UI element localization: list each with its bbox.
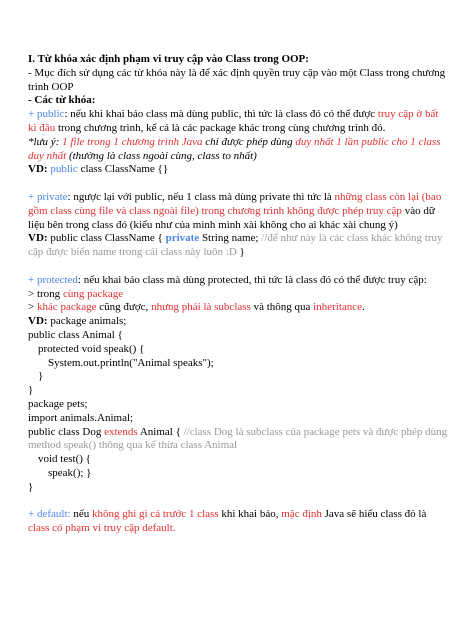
- default-text-3: Java sẽ hiểu class đó là: [321, 508, 427, 521]
- default-highlight-1: không ghi gì cả trước 1 class: [91, 508, 219, 521]
- rule-highlight: cùng package: [62, 287, 124, 300]
- note-highlight-2: duy nhất 1 lần public cho 1 class duy nhất: [28, 135, 441, 162]
- note-prefix: *lưu ý:: [28, 135, 63, 148]
- code-line: }: [28, 384, 34, 397]
- plus-marker: +: [28, 190, 37, 203]
- note-highlight-1: 1 file trong 1 chương trình Java: [62, 135, 203, 148]
- rule-text-3: .: [362, 301, 365, 314]
- purpose-paragraph: - Mục đích sử dụng các từ khóa này là để xác định quyền truy cập vào một Class trong chương trình OOP: [28, 66, 446, 93]
- example-comment: //để như này là các class khác không truy cập được biến name trong cái class này luôn :D: [28, 232, 443, 259]
- example-code: package animals;: [47, 315, 127, 328]
- rule-highlight-1: khác package: [36, 301, 97, 314]
- code-line: System.out.println("Animal speaks");: [48, 356, 214, 369]
- code-line: package pets;: [28, 397, 88, 410]
- rule-highlight-2: nhưng phải là subclass: [151, 301, 251, 314]
- blank-line: [28, 260, 448, 274]
- public-highlight: truy cập ở bất kì đâu: [28, 108, 439, 134]
- public-paragraph: [28, 108, 448, 136]
- code-line: }: [38, 370, 44, 383]
- protected-rule-1: [28, 288, 448, 302]
- default-text-2: khi khai báo,: [218, 508, 282, 521]
- private-highlight: những class còn lại (bao gồm class cùng file và class ngoài file) trong chương trình không được phép truy cập: [28, 190, 442, 217]
- rule-highlight-3: inheritance: [313, 301, 363, 314]
- example-label: VD:: [28, 163, 51, 176]
- protected-rule-2: [28, 301, 448, 315]
- plus-marker: +: [28, 508, 37, 521]
- rule-prefix: > trong: [28, 287, 63, 300]
- public-keyword: public: [36, 108, 65, 121]
- keywords-title: - Các từ khóa:: [28, 94, 96, 107]
- note-suffix: (thường là class ngoài cùng, class to nhất): [66, 149, 257, 162]
- example-private-keyword: private: [165, 232, 200, 245]
- code-text-b: Animal {: [137, 425, 184, 438]
- public-example: [28, 163, 448, 177]
- document-body: [28, 53, 448, 536]
- private-example: [28, 232, 448, 260]
- code-line: void test() {: [38, 453, 91, 466]
- note-text: chỉ được phép dùng: [202, 135, 296, 148]
- example-label: VD:: [28, 315, 48, 328]
- section-heading: I. Từ khóa xác định phạm vi truy cập vào Class trong OOP:: [28, 53, 309, 65]
- protected-keyword: protected: [36, 273, 78, 286]
- blank-line: [28, 495, 448, 509]
- code-line: }: [28, 480, 34, 493]
- code-line: import animals.Animal;: [28, 411, 134, 424]
- private-paragraph: [28, 191, 448, 232]
- default-text-1: nếu: [70, 508, 92, 521]
- code-line-dog: [28, 426, 448, 454]
- public-note: [28, 136, 448, 164]
- example-public-keyword: public: [50, 163, 78, 176]
- rule-text-1: cũng được,: [96, 301, 152, 314]
- private-keyword: private: [36, 190, 68, 203]
- public-text-2: trong chương trình, kể cả là các package khác trong cùng chương trình đó.: [55, 121, 386, 134]
- code-text-a: public class Dog: [28, 425, 105, 438]
- plus-marker: +: [28, 273, 37, 286]
- plus-marker: +: [28, 108, 37, 121]
- code-line: public class Animal {: [28, 328, 123, 341]
- default-highlight-2: mặc định: [281, 508, 322, 521]
- example-code-end: }: [236, 246, 245, 259]
- default-keyword: default:: [36, 508, 71, 521]
- default-paragraph: [28, 508, 448, 536]
- rule-prefix: >: [28, 301, 37, 314]
- protected-text: : nếu khai báo class mà dùng protected, thì tức là class đó có thể được truy cập:: [77, 273, 427, 286]
- private-text-1: : ngược lại với public, nếu 1 class mà dùng private thì tức là: [67, 190, 335, 203]
- blank-line: [28, 177, 448, 191]
- public-text-1: : nếu khi khai báo class mà dùng public, thì tức là class đó có thể được: [64, 108, 378, 121]
- private-text-2: vào dữ liệu bên trong class đó (kiểu như của mình mình xài không cho ai khác xài chung ý): [28, 204, 435, 231]
- code-comment: //class Dog là subclass của package pets và được phép dùng method speak() thông qua kế thừa class Animal: [28, 425, 448, 452]
- example-code: class ClassName {}: [77, 163, 169, 176]
- extends-keyword: extends: [104, 425, 138, 438]
- example-label: VD:: [28, 232, 48, 245]
- example-code-a: public class ClassName {: [47, 232, 166, 245]
- code-line: speak(); }: [48, 466, 92, 479]
- code-line: protected void speak() {: [38, 342, 145, 355]
- protected-example-line: [28, 315, 448, 329]
- example-code-b: String name;: [199, 232, 262, 245]
- protected-paragraph: [28, 274, 448, 288]
- rule-text-2: và thông qua: [250, 301, 314, 314]
- default-highlight-3: class có phạm vi truy cập default.: [28, 522, 176, 535]
